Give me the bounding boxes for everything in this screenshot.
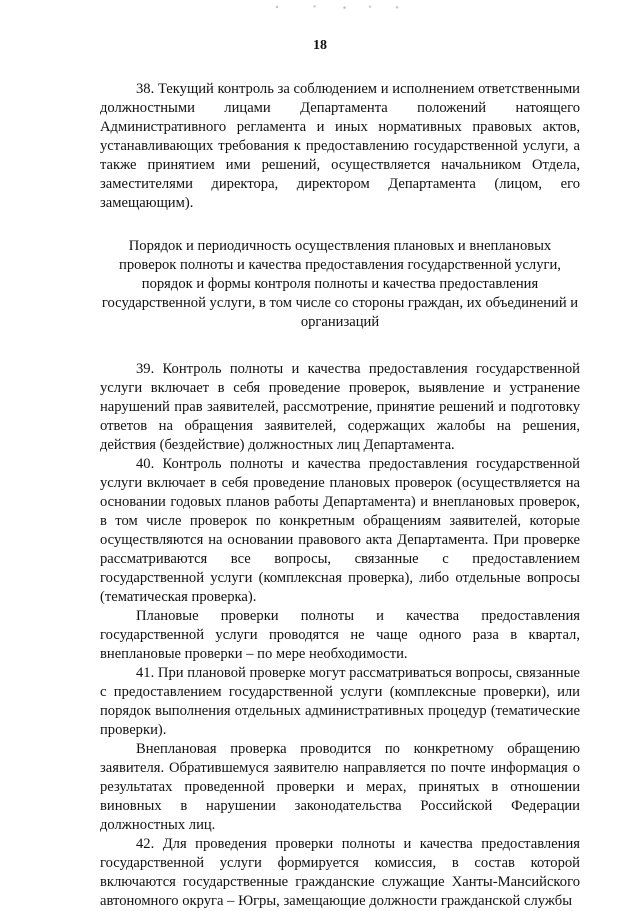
document-body — [100, 80, 580, 911]
paragraph-38: 38. Текущий контроль за соблюдением и исполнением ответственными должностными лицами Департамента положений натоящего Административного регламента и иных нормативных правовых актов, устанавливающих требования к предоставлению государственной услуги, а также принятием ими решений, осуществляется начальником Отдела, заместителями директора, директором Департамента (лицом, его замещающим). — [100, 81, 580, 211]
paragraph-39: 39. Контроль полноты и качества предоставления государственной услуги включает в себя проведение проверок, выявление и устранение нарушений прав заявителей, рассмотрение, принятие решений и подготовку ответов на обращения заявителей, содержащих жалобы на решения, действия (бездействие) должностных лиц Департамента. — [100, 361, 580, 453]
paragraph-41-continued: Внеплановая проверка проводится по конкретному обращению заявителя. Обратившемуся заявителю направляется по почте информация о результатах проведенной проверки и мерах, принятых в отношении виновных в нарушении законодательства Российской Федерации должностных лиц. — [100, 741, 580, 833]
scan-artifact — [262, 4, 412, 10]
paragraph-40-continued: Плановые проверки полноты и качества предоставления государственной услуги проводятся не чаще одного раза в квартал, внеплановые проверки – по мере необходимости. — [100, 608, 580, 662]
paragraph-40: 40. Контроль полноты и качества предоставления государственной услуги включает в себя проведение плановых проверок (осуществляется на основании годовых планов работы Департамента) и внеплановых проверок, в том числе проверок по конкретным обращениям заявителей, которые осуществляются на основании правового акта Департамента. При проверке рассматриваются все вопросы, связанные с предоставлением государственной услуги (комплексная проверка), либо отдельные вопросы (тематическая проверка). — [100, 456, 580, 605]
paragraph-41: 41. При плановой проверке могут рассматриваться вопросы, связанные с предоставлением государственной услуги (комплексные проверки), или порядок выполнения отдельных административных процедур (тематические проверки). — [100, 665, 580, 738]
paragraph-42: 42. Для проведения проверки полноты и качества предоставления государственной услуги формируется комиссия, в состав которой включаются государственные гражданские служащие Ханты-Мансийского автономного округа – Югры, замещающие должности гражданской службы — [100, 836, 580, 909]
page-number: 18 — [313, 38, 327, 53]
section-heading: Порядок и периодичность осуществления плановых и внеплановых проверок полноты и качества предоставления государственной услуги, порядок и формы контроля полноты и качества предоставления государственной услуги, в том числе со стороны граждан, их объединений и организаций — [101, 238, 579, 330]
